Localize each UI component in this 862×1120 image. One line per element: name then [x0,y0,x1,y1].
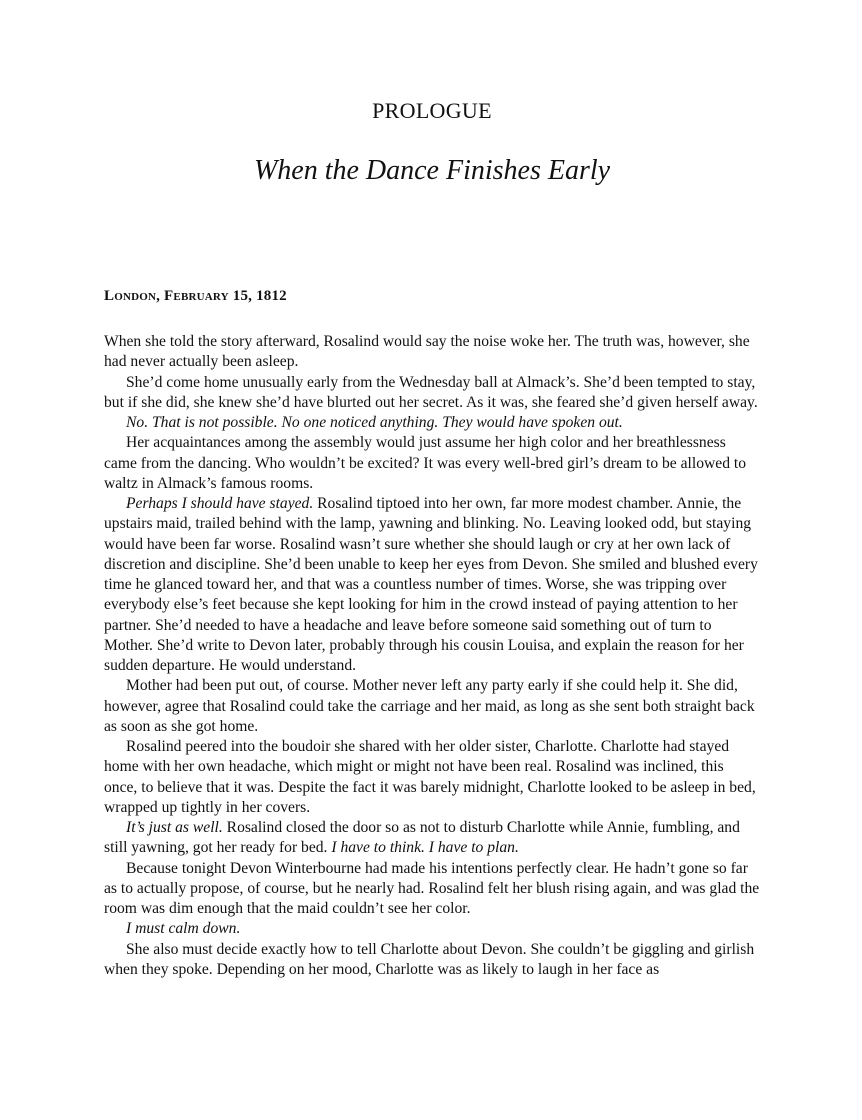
paragraph [104,332,760,373]
text-segment: Her acquaintances among the assembly would just assume her high color and her breathlessness came from the dancing. Who wouldn’t be excited? It was every well-bred girl’s dream to be allowed to waltz in Almack’s famous rooms. [104,434,747,492]
chapter-title: When the Dance Finishes Early [253,155,611,186]
paragraph [104,940,760,981]
paragraph [104,494,760,676]
paragraph [104,373,760,414]
italic-text: No. That is not possible. No one noticed anything. They would have spoken out. [126,414,623,431]
paragraph [104,676,760,737]
italic-text: I have to think. I have to plan. [331,839,519,857]
text-segment: She also must decide exactly how to tell Charlotte about Devon. She couldn’t be giggling and girlish when they spoke. Depending on her mood, Charlotte was as likely to laugh in her face as [104,940,755,978]
italic-text: It’s just as well. [126,819,223,836]
dateline: London, February 15, 1812 [104,288,287,304]
text-segment: She’d come home unusually early from the Wednesday ball at Almack’s. She’d been tempted to stay, but if she did, she knew she’d have blurted out her secret. As it was, she feared she’d given herself away. [104,373,758,411]
chapter-heading: PROLOGUE [372,98,492,123]
paragraph [104,818,760,859]
text-segment: Mother had been put out, of course. Mother never left any party early if she could help it. She did, however, agree that Rosalind could take the carriage and her maid, as long as she sent both straight back as soon as she got home. [104,677,755,735]
paragraph [104,413,760,433]
text-segment: Because tonight Devon Winterbourne had made his intentions perfectly clear. He hadn’t gone so far as to actually propose, of course, but he nearly had. Rosalind felt her blush rising again, and was glad the room was dim enough that the maid couldn’t see her color. [104,859,760,917]
paragraph [104,859,760,920]
text-segment: Rosalind peered into the boudoir she shared with her older sister, Charlotte. Charlotte had stayed home with her own headache, which might or might not have been real. Rosalind was inclined, this once, to believe that it was. Despite the fact it was barely midnight, Charlotte looked to be asleep in bed, wrapped up tightly in her covers. [104,738,756,816]
italic-text: I must calm down. [126,920,241,938]
text-segment: Rosalind closed the door so as not to disturb Charlotte while Annie, fumbling, and still yawning, got her ready for bed. [104,819,740,857]
italic-text: Perhaps I should have stayed. [126,495,314,512]
body-text [104,332,760,980]
text-segment: Rosalind tiptoed into her own, far more modest chamber. Annie, the upstairs maid, trailed behind with the lamp, yawning and blinking. No. Leaving looked odd, but staying would have been far worse. Rosalind wasn’t sure whether she should laugh or cry at her own lack of discretion and discipline. She’d been unable to keep her eyes from Devon. She smiled and blushed every time he glanced toward her, and that was a countless number of times. Worse, she was tripping over everybody else’s feet because she kept looking for him in the crowd instead of paying attention to her partner. She’d needed to have a headache and leave before someone said something out of turn to Mother. She’d write to Devon later, probably through his cousin Louisa, and explain the reason for her sudden departure. He would understand. [104,495,758,674]
paragraph [104,433,760,494]
paragraph [104,737,760,818]
paragraph [104,919,760,939]
text-segment: When she told the story afterward, Rosalind would say the noise woke her. The truth was, however, she had never actually been asleep. [104,333,750,371]
